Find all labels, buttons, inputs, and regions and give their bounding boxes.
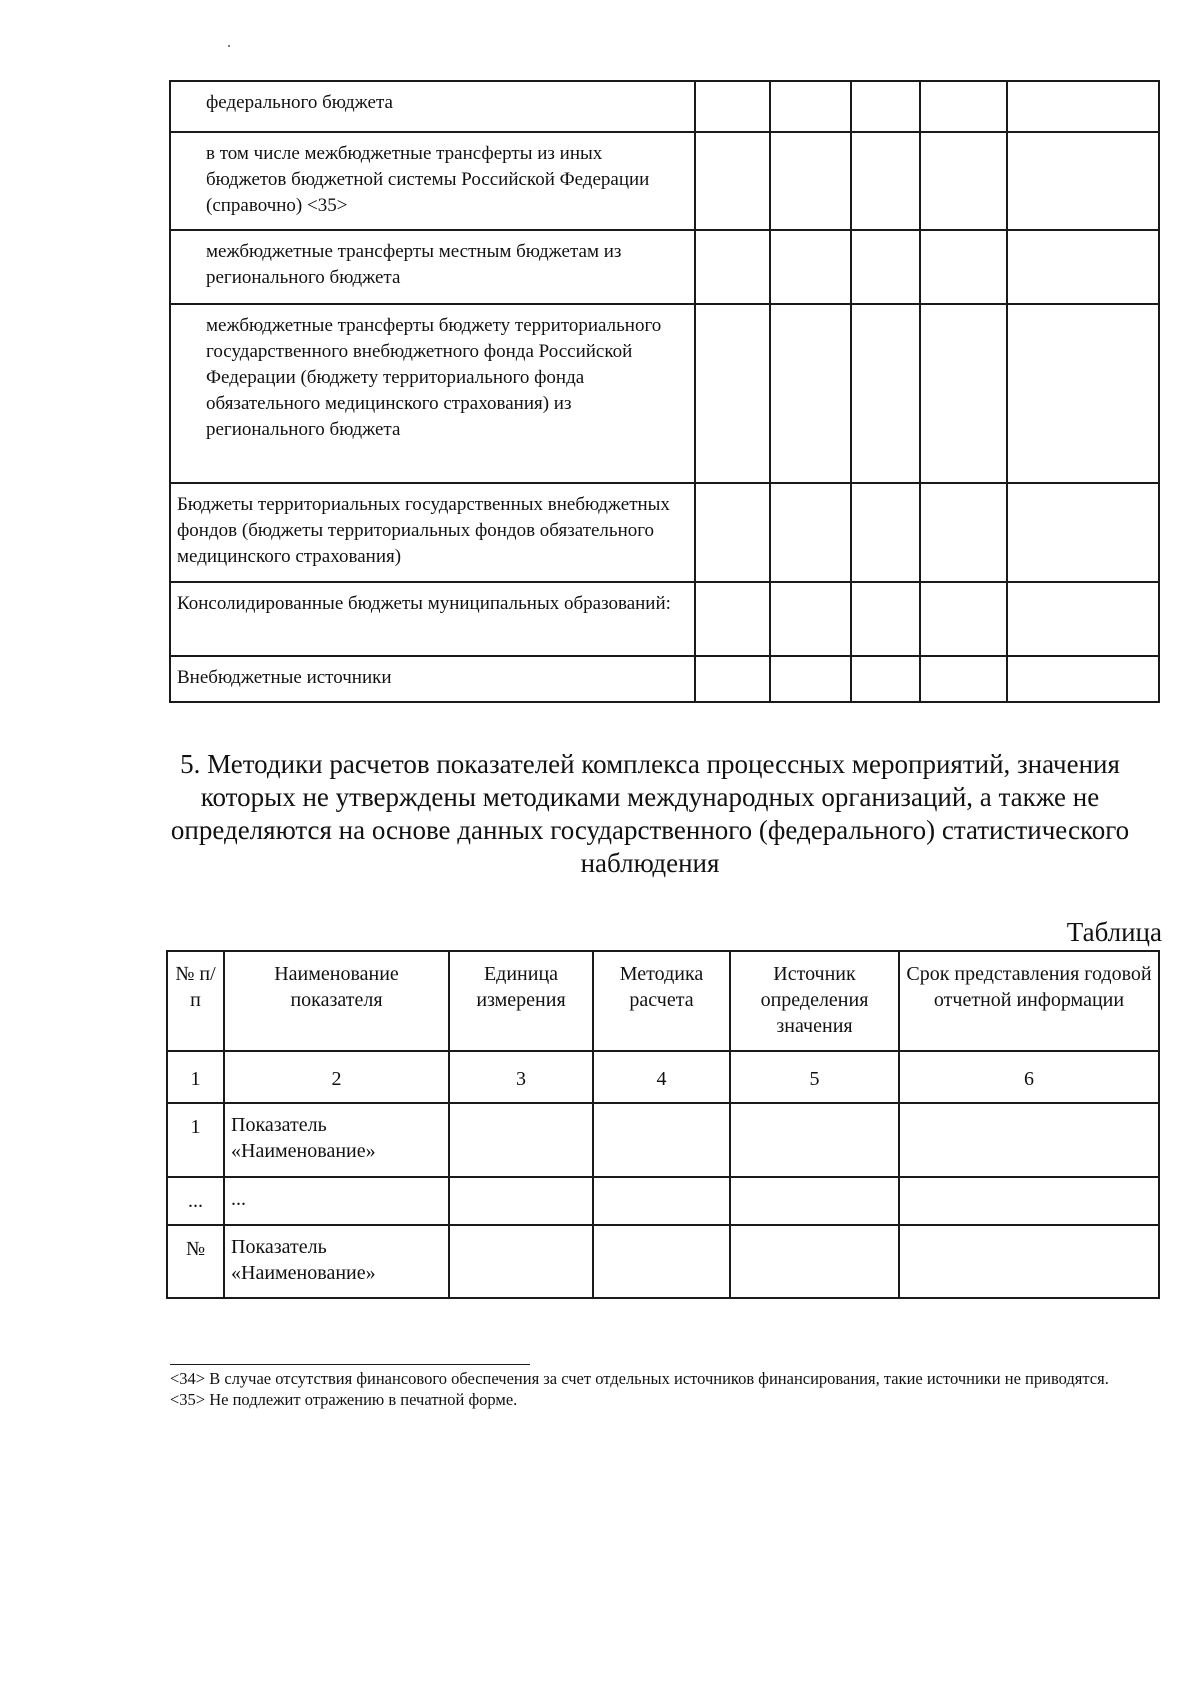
table-row	[170, 304, 1159, 483]
row-number: 1	[167, 1103, 224, 1177]
scan-artifact	[228, 45, 230, 47]
row-number: №	[167, 1225, 224, 1298]
table-row	[170, 81, 1159, 132]
table-caption: Таблица	[1066, 917, 1162, 947]
footnote-35: <35> Не подлежит отражению в печатной форме.	[170, 1390, 518, 1409]
table-row	[170, 132, 1159, 230]
indicator-name: Показатель «Наименование»	[224, 1225, 449, 1298]
row-label-extrabudgetary: Внебюджетные источники	[170, 656, 695, 702]
row-label-municipal-budgets: Консолидированные бюджеты муниципальных образований:	[170, 582, 695, 656]
column-number-row	[167, 1051, 1159, 1103]
header-number: № п/п	[167, 951, 224, 1051]
row-label-territorial-funds: Бюджеты территориальных государственных внебюджетных фондов (бюджеты территориальных фондов обязательного медицинского страхования)	[170, 483, 695, 582]
row-number: ...	[167, 1177, 224, 1225]
column-number: 6	[899, 1051, 1159, 1103]
column-number: 4	[593, 1051, 730, 1103]
section-heading: 5. Методики расчетов показателей комплекса процессных мероприятий, значения которых не утверждены методиками международных организаций, а также не определяются на основе данных государственного (федерального) статистического наблюдения	[170, 749, 1130, 878]
header-indicator-name: Наименование показателя	[224, 951, 449, 1051]
row-label-fund-transfers: межбюджетные трансферты бюджету территориального государственного внебюджетного фонда Российской Федерации (бюджету территориального фонда обязательного медицинского страхования) из регионального бюджета	[170, 304, 695, 483]
table-row	[170, 656, 1159, 702]
footnotes	[170, 1368, 1150, 1410]
column-number: 2	[224, 1051, 449, 1103]
column-number: 5	[730, 1051, 899, 1103]
funding-sources-table	[169, 80, 1160, 703]
table-row	[170, 230, 1159, 304]
header-method: Методика расчета	[593, 951, 730, 1051]
table-row	[170, 582, 1159, 656]
header-row	[167, 951, 1159, 1051]
footnote-34: <34> В случае отсутствия финансового обеспечения за счет отдельных источников финансирования, такие источники не приводятся.	[170, 1369, 1109, 1388]
row-label-federal-budget: федерального бюджета	[170, 81, 695, 132]
row-label-local-transfers: межбюджетные трансферты местным бюджетам из регионального бюджета	[170, 230, 695, 304]
header-unit: Единица измерения	[449, 951, 593, 1051]
column-number: 3	[449, 1051, 593, 1103]
row-label-interbudget-transfers: в том числе межбюджетные трансферты из иных бюджетов бюджетной системы Российской Федерации (справочно) <35>	[170, 132, 695, 230]
indicator-name: Показатель «Наименование»	[224, 1103, 449, 1177]
column-number: 1	[167, 1051, 224, 1103]
indicator-name: ...	[224, 1177, 449, 1225]
table-row	[170, 483, 1159, 582]
footnote-divider	[170, 1364, 530, 1365]
table-row	[167, 1225, 1159, 1298]
methodology-table	[166, 950, 1160, 1299]
table-row	[167, 1103, 1159, 1177]
header-source: Источник определения значения	[730, 951, 899, 1051]
table-row	[167, 1177, 1159, 1225]
header-deadline: Срок представления годовой отчетной информации	[899, 951, 1159, 1051]
